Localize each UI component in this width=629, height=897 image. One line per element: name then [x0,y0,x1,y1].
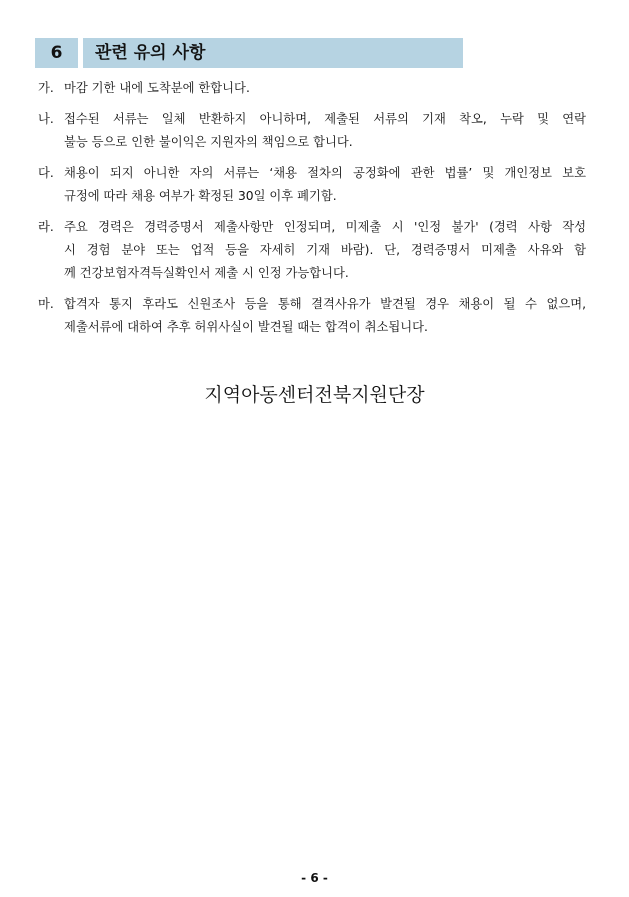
notice-list [38,77,586,339]
item-text: 주요 경력은 경력증명서 제출사항만 인정되며, 미제출 시 '인정 불가' (경력 사항 작성 [64,220,586,234]
section-header [35,38,463,68]
item-marker: 라. [38,220,54,234]
section-title: 관련 유의 사항 [83,38,463,68]
item-marker: 마. [38,297,54,311]
item-text: 께 건강보험자격득실확인서 제출 시 인정 가능합니다. [64,266,349,280]
item-text: 채용이 되지 아니한 자의 서류는 ‘채용 절차의 공정화에 관한 법률’ 및 개인정보 보호 [64,166,586,180]
section-number: 6 [35,38,78,68]
signature: 지역아동센터전북지원단장 [204,384,425,406]
notice-item [38,162,586,208]
item-text: 마감 기한 내에 도착분에 한합니다. [64,81,250,95]
notice-item [38,108,586,154]
item-text: 불능 등으로 인한 불이익은 지원자의 책임으로 합니다. [64,135,353,149]
item-text: 합격자 통지 후라도 신원조사 등을 통해 결격사유가 발견될 경우 채용이 될 수 없으며, [64,297,586,311]
item-text: 제출서류에 대하여 추후 허위사실이 발견될 때는 합격이 취소됩니다. [64,320,428,334]
item-marker: 가. [38,81,54,95]
item-marker: 나. [38,112,54,126]
item-text: 접수된 서류는 일체 반환하지 아니하며, 제출된 서류의 기재 착오, 누락 및 연락 [64,112,586,126]
page-number: - 6 - [301,871,328,885]
item-marker: 다. [38,166,54,180]
notice-item [38,77,586,100]
notice-item [38,293,586,339]
item-text: 규정에 따라 채용 여부가 확정된 30일 이후 폐기함. [64,189,337,203]
notice-item [38,216,586,285]
item-text: 시 경험 분야 또는 업적 등을 자세히 기재 바람). 단, 경력증명서 미제출 사유와 함 [64,243,586,257]
